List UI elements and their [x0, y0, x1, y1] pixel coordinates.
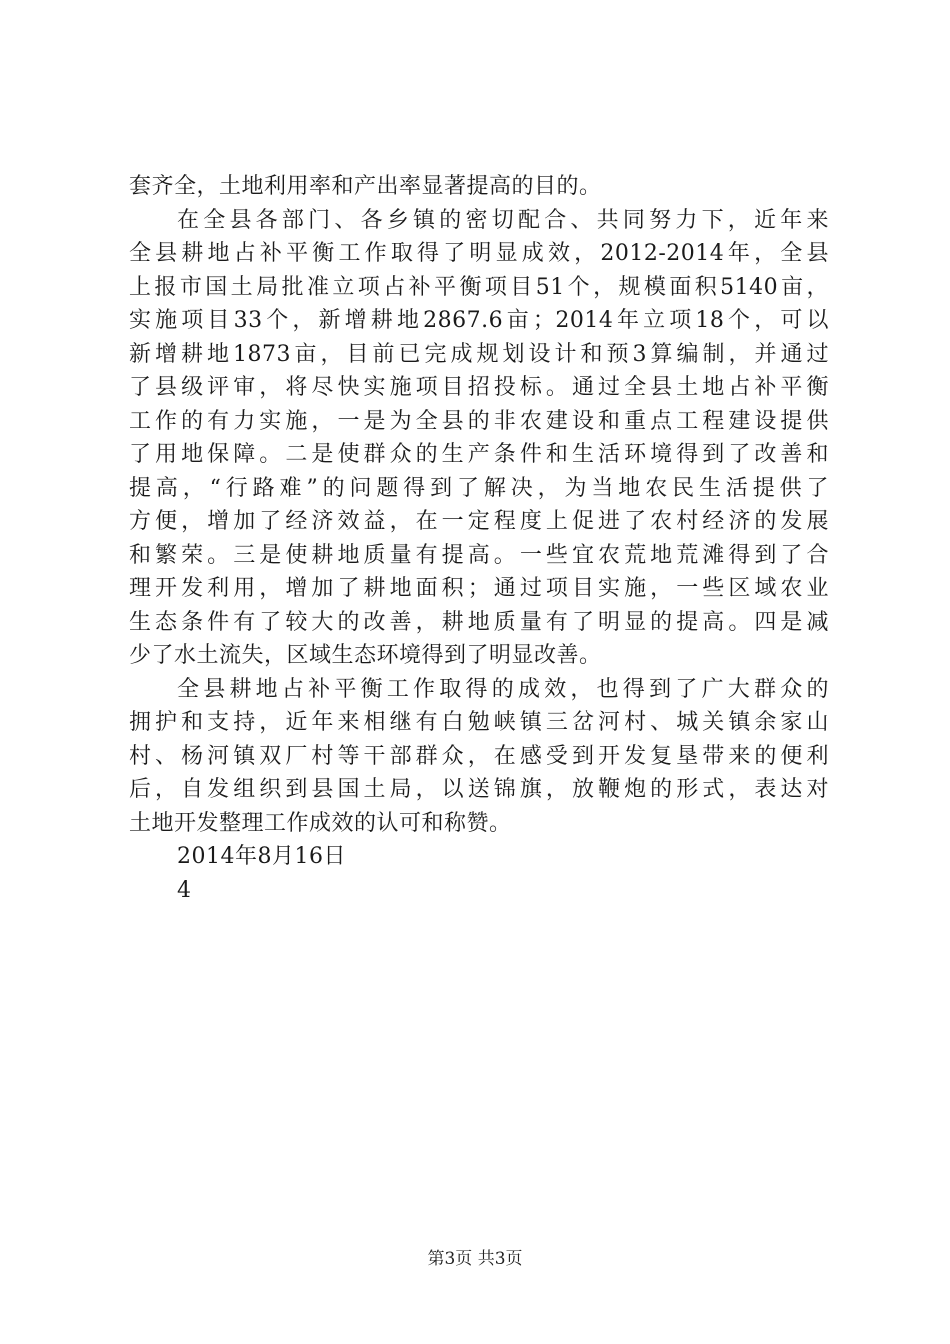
- paragraph-line: 实施项目33个，新增耕地2867.6亩；2014年立项18个，可以: [129, 308, 829, 333]
- paragraph-line: 村、杨河镇双厂村等干部群众，在感受到开发复垦带来的便利: [129, 743, 829, 769]
- paragraph-line: 少了水土流失，区域生态环境得到了明显改善。: [129, 643, 602, 668]
- paragraph-line: 提高，“行路难”的问题得到了解决，为当地农民生活提供了: [129, 475, 829, 501]
- paragraph-line: 了县级评审，将尽快实施项目招投标。通过全县土地占补平衡: [129, 375, 829, 400]
- paragraph-line: 新增耕地1873亩，目前已完成规划设计和预3算编制，并通过: [129, 341, 829, 367]
- paragraph-line: 后，自发组织到县国土局，以送锦旗，放鞭炮的形式，表达对: [129, 777, 829, 802]
- paragraph-line: 土地开发整理工作成效的认可和称赞。: [129, 810, 512, 836]
- paragraph-line: 了用地保障。二是使群众的生产条件和生活环境得到了改善和: [129, 442, 829, 467]
- paragraph-line: 套齐全，土地利用率和产出率显著提高的目的。: [129, 174, 602, 199]
- paragraph-line: 在全县各部门、各乡镇的密切配合、共同努力下，近年来: [177, 207, 829, 233]
- paragraph-line: 全县耕地占补平衡工作取得的成效，也得到了广大群众的: [177, 676, 829, 702]
- paragraph-line: 方便，增加了经济效益，在一定程度上促进了农村经济的发展: [129, 509, 829, 534]
- paragraph-line: 拥护和支持，近年来相继有白勉峡镇三岔河村、城关镇余家山: [129, 710, 829, 735]
- page-footer: 第3页 共3页: [427, 1249, 523, 1269]
- paragraph-line: 理开发利用，增加了耕地面积；通过项目实施，一些区域农业: [129, 576, 829, 601]
- paragraph-line: 全县耕地占补平衡工作取得了明显成效，2012-2014年，全县: [129, 241, 829, 266]
- document-date: 2014年8月16日: [177, 844, 346, 869]
- paragraph-line: 生态条件有了较大的改善，耕地质量有了明显的提高。四是减: [129, 609, 829, 635]
- document-body: [129, 170, 829, 907]
- document-number: 4: [177, 877, 192, 903]
- paragraph-line: 和繁荣。三是使耕地质量有提高。一些宜农荒地荒滩得到了合: [129, 542, 829, 568]
- paragraph-line: 工作的有力实施，一是为全县的非农建设和重点工程建设提供: [129, 408, 829, 434]
- paragraph-line: 上报市国土局批准立项占补平衡项目51个，规模面积5140亩，: [129, 274, 829, 300]
